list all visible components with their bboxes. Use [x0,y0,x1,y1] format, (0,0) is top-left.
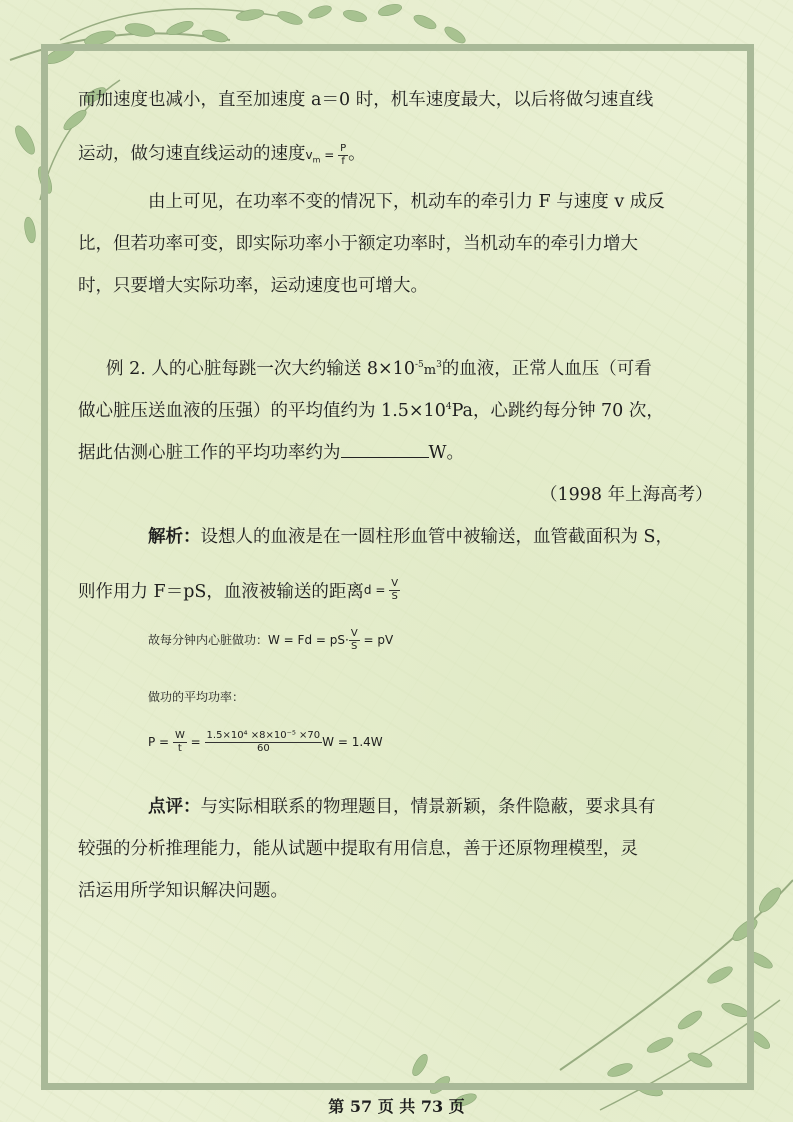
power-equals: = [190,735,201,749]
para1-line2-text: 运动，做匀速直线运动的速度 [78,144,306,164]
d-fraction [389,578,400,603]
power-denominator-1: t [177,743,182,754]
example-line3 [78,439,464,464]
analysis-label: 解析： [148,527,201,547]
vm-formula [305,143,349,167]
comment-label: 点评： [148,797,201,817]
example-line2-exp: 4 [445,402,452,413]
example-line1-exp: -5 [414,360,424,371]
power-formula-b: W = 1.4W [322,735,383,749]
d-denominator: S [391,591,398,602]
vm-subscript: m [312,155,321,165]
example-line1-exp2: 3 [436,360,442,371]
d-symbol: d [363,583,372,597]
comment-line1 [148,793,656,818]
analysis-line1-text: 设想人的血液是在一圆柱形血管中被输送，血管截面积为 S， [200,527,674,547]
comment-line2: 较强的分析推理能力，能从试题中提取有用信息，善于还原物理模型，灵 [78,839,638,859]
power-numerator-2: 1.5×10⁴ ×8×10⁻⁵ ×70 [206,730,321,741]
example-line1-c: 的血液，正常人血压（可看 [441,359,652,379]
work-formula-a: 故每分钟内心脏做功：W = Fd = pS· [148,633,349,647]
vm-denominator: f [341,156,345,167]
power-formula-a: P = [148,735,170,749]
work-formula [148,628,393,653]
work-denominator: S [351,641,358,652]
work-numerator: V [350,628,358,639]
power-fraction-1 [173,730,187,755]
vm-equals: = [324,148,335,162]
example-line1-a: 例 2. 人的心脏每跳一次大约输送 8×10 [106,359,415,379]
example-line3-a: 据此估测心脏工作的平均功率约为 [78,443,341,463]
power-formula [148,730,383,755]
para1-line1: 而加速度也减小，直至加速度 a＝0 时，机车速度最大，以后将做匀速直线 [78,90,654,110]
work-formula-b: = pV [363,633,394,647]
analysis-line2-text: 则作用力 F＝pS，血液被输送的距离 [78,582,364,602]
vm-end: 。 [348,144,366,164]
vm-numerator: P [340,143,347,154]
power-fraction-2 [205,730,323,755]
example-source: （1998 年上海高考） [540,485,713,505]
example-line2-a: 做心脏压送血液的压强）的平均值约为 1.5×10 [78,401,446,421]
d-equals: = [375,583,386,597]
example-line1-b: m [423,363,437,378]
example-line2-b: Pa，心跳约每分钟 70 次， [451,401,664,421]
para2-line2: 比，但若功率可变，即实际功率小于额定功率时，当机动车的牵引力增大 [78,234,638,254]
example-line1 [106,355,652,380]
para2-line1: 由上可见，在功率不变的情况下，机动车的牵引力 F 与速度 v 成反 [148,192,665,212]
d-formula [363,578,400,602]
para2-line3: 时，只要增大实际功率，运动速度也可增大。 [78,276,428,296]
comment-line1-text: 与实际相联系的物理题目，情景新颖，条件隐蔽，要求具有 [200,797,656,817]
example-line2 [78,397,664,422]
page-number: 第 57 页 共 73 页 [328,1097,465,1116]
analysis-line2 [78,578,400,603]
d-numerator: V [391,578,399,589]
answer-blank[interactable] [341,441,429,458]
work-fraction [349,628,360,653]
power-denominator-2: 60 [256,743,270,754]
para1-line2 [78,140,366,168]
power-label: 做功的平均功率： [148,690,245,704]
analysis-line1 [148,523,673,548]
example-line3-b: W。 [428,443,464,463]
vm-fraction [338,143,348,168]
vm-symbol: v [305,148,313,162]
power-numerator-1: W [174,730,185,741]
comment-line3: 活运用所学知识解决问题。 [78,881,288,901]
